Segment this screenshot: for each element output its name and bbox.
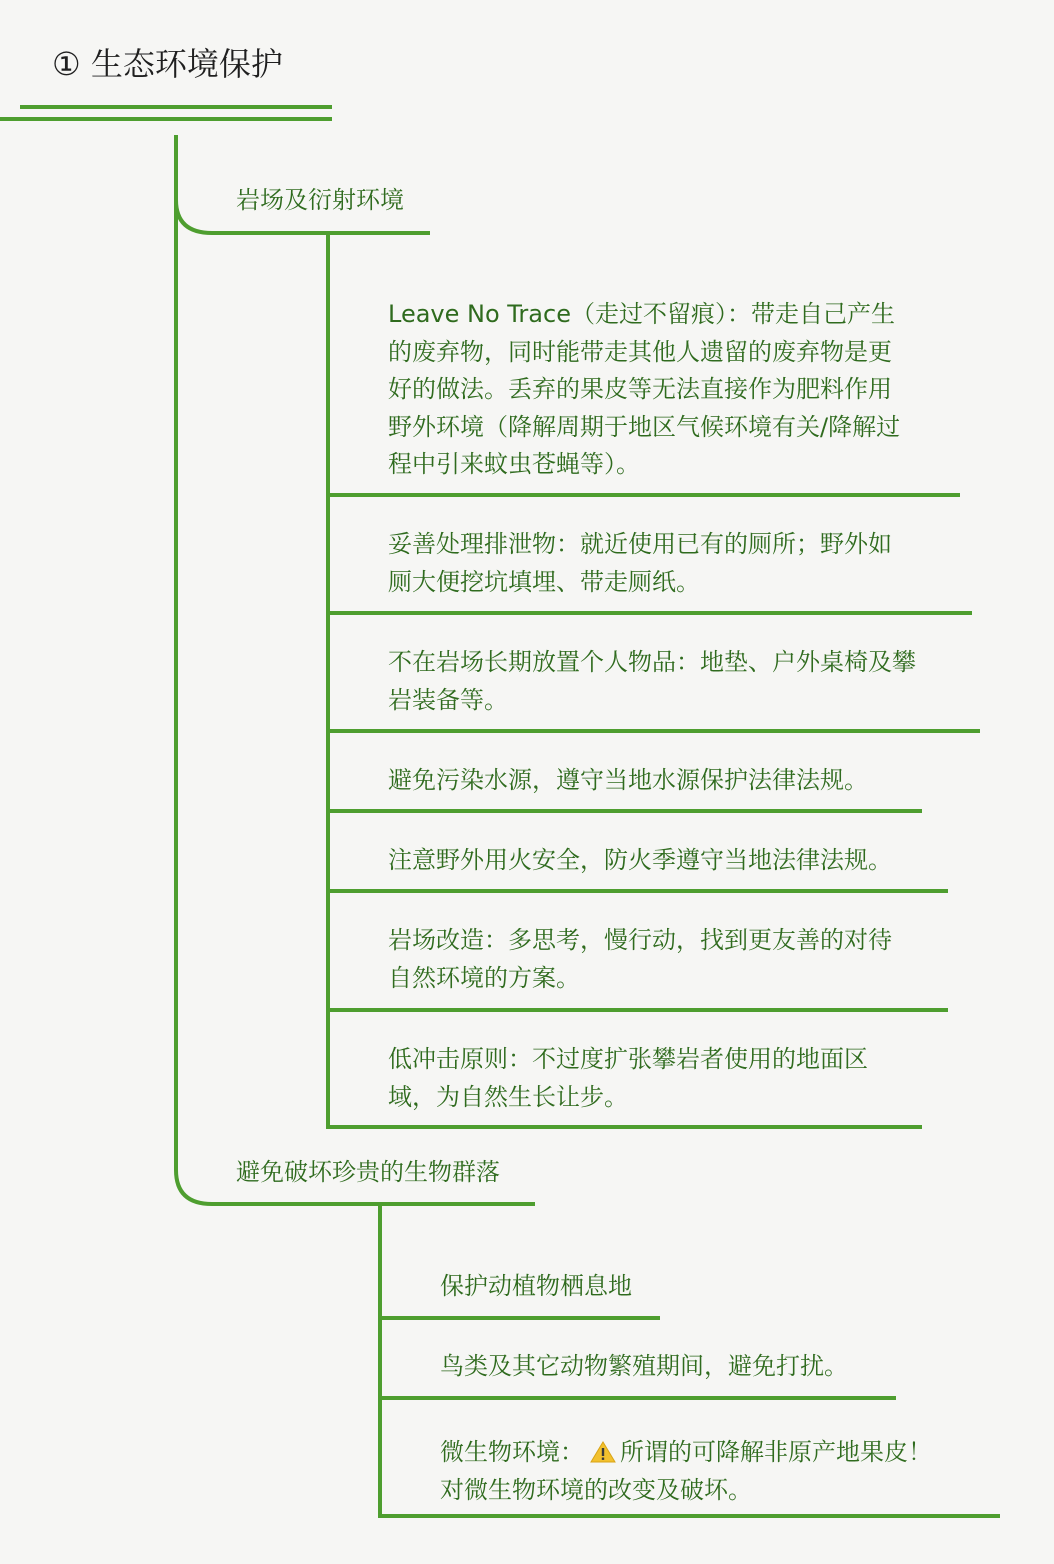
leaf-water-source: 避免污染水源，遵守当地水源保护法律法规。 <box>388 766 868 794</box>
branch-label-rock-environment: 岩场及衍射环境 <box>236 186 404 214</box>
microbial-prefix: 微生物环境： <box>440 1438 584 1466</box>
leaf-personal-items: 不在岩场长期放置个人物品：地垫、户外桌椅及攀 岩装备等。 <box>388 648 916 714</box>
leaf-waste-handling: 妥善处理排泄物：就近使用已有的厕所；野外如 厕大便挖坑填埋、带走厕纸。 <box>388 530 892 596</box>
leaf-low-impact: 低冲击原则：不过度扩张攀岩者使用的地面区 域，为自然生长让步。 <box>388 1045 868 1111</box>
branch-label-biological-communities: 避免破坏珍贵的生物群落 <box>236 1158 500 1186</box>
leaf-fire-safety: 注意野外用火安全，防火季遵守当地法律法规。 <box>388 846 892 874</box>
leaf-breeding-season: 鸟类及其它动物繁殖期间，避免打扰。 <box>440 1352 848 1380</box>
leaf-habitat-protection: 保护动植物栖息地 <box>440 1272 632 1300</box>
mindmap-title: ① 生态环境保护 <box>52 45 283 83</box>
warning-icon <box>590 1441 616 1463</box>
leaf-crag-modification: 岩场改造：多思考，慢行动，找到更友善的对待 自然环境的方案。 <box>388 926 892 992</box>
leaf-microbial-environment <box>440 1434 932 1509</box>
leaf-leave-no-trace: Leave No Trace（走过不留痕）：带走自己产生 的废弃物，同时能带走其他人遗留的废弃物是更 好的做法。丢弃的果皮等无法直接作为肥料作用 野外环境（降解周期于地区气候环境有关/降解过 程中引来蚊虫苍蝇等）。 <box>388 300 901 478</box>
microbial-suffix: 所谓的可降解非原产地果皮！ 对微生物环境的改变及破坏。 <box>440 1438 932 1504</box>
